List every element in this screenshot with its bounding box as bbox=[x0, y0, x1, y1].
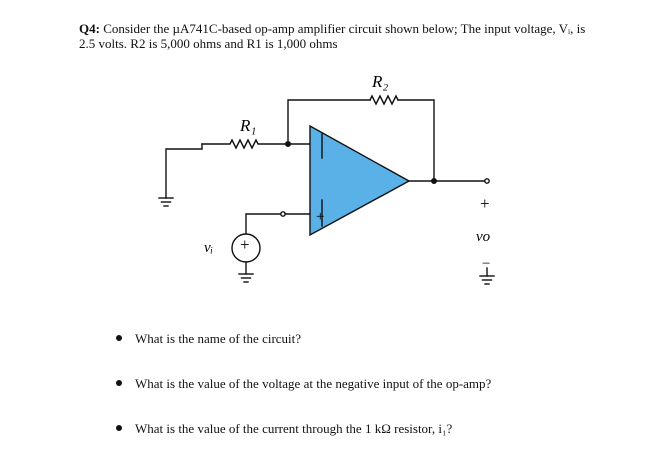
source-plus-sign: + bbox=[240, 235, 250, 254]
bullet-text: What is the value of the voltage at the negative input of the op-amp? bbox=[135, 376, 492, 391]
bullet-text: What is the value of the current through the 1 kΩ resistor, i₁? bbox=[135, 421, 453, 436]
question-line-1: Consider the µA741C-based op-amp amplifier circuit shown below; The input voltage, Vᵢ, is bbox=[103, 21, 586, 36]
bullet-dot-icon bbox=[116, 335, 122, 341]
r1-label: R₁ bbox=[240, 116, 257, 135]
opamp-triangle bbox=[310, 126, 409, 235]
bullet-text: What is the name of the circuit? bbox=[135, 331, 302, 346]
vo-label: vo bbox=[476, 229, 491, 245]
output-plus-label: + bbox=[480, 194, 490, 213]
bullet-dot-icon bbox=[116, 425, 122, 431]
output-terminal-icon bbox=[485, 179, 489, 183]
question-line-2: 2.5 volts. R2 is 5,000 ohms and R1 is 1,000 ohms bbox=[79, 36, 338, 51]
opamp-plus-label: + bbox=[316, 209, 325, 225]
output-junction-icon bbox=[432, 179, 437, 184]
noninverting-input-wire bbox=[246, 214, 281, 234]
r1-resistor bbox=[202, 140, 288, 148]
question-number: Q4: bbox=[79, 21, 100, 36]
r2-label: R₂ bbox=[372, 72, 389, 91]
output-minus-label: − bbox=[482, 256, 491, 272]
r2-resistor bbox=[370, 96, 398, 104]
vi-label: vᵢ bbox=[204, 240, 214, 256]
bullet-dot-icon bbox=[116, 380, 122, 386]
feedback-wire-right bbox=[398, 100, 434, 181]
r1-left-wire bbox=[166, 144, 202, 198]
